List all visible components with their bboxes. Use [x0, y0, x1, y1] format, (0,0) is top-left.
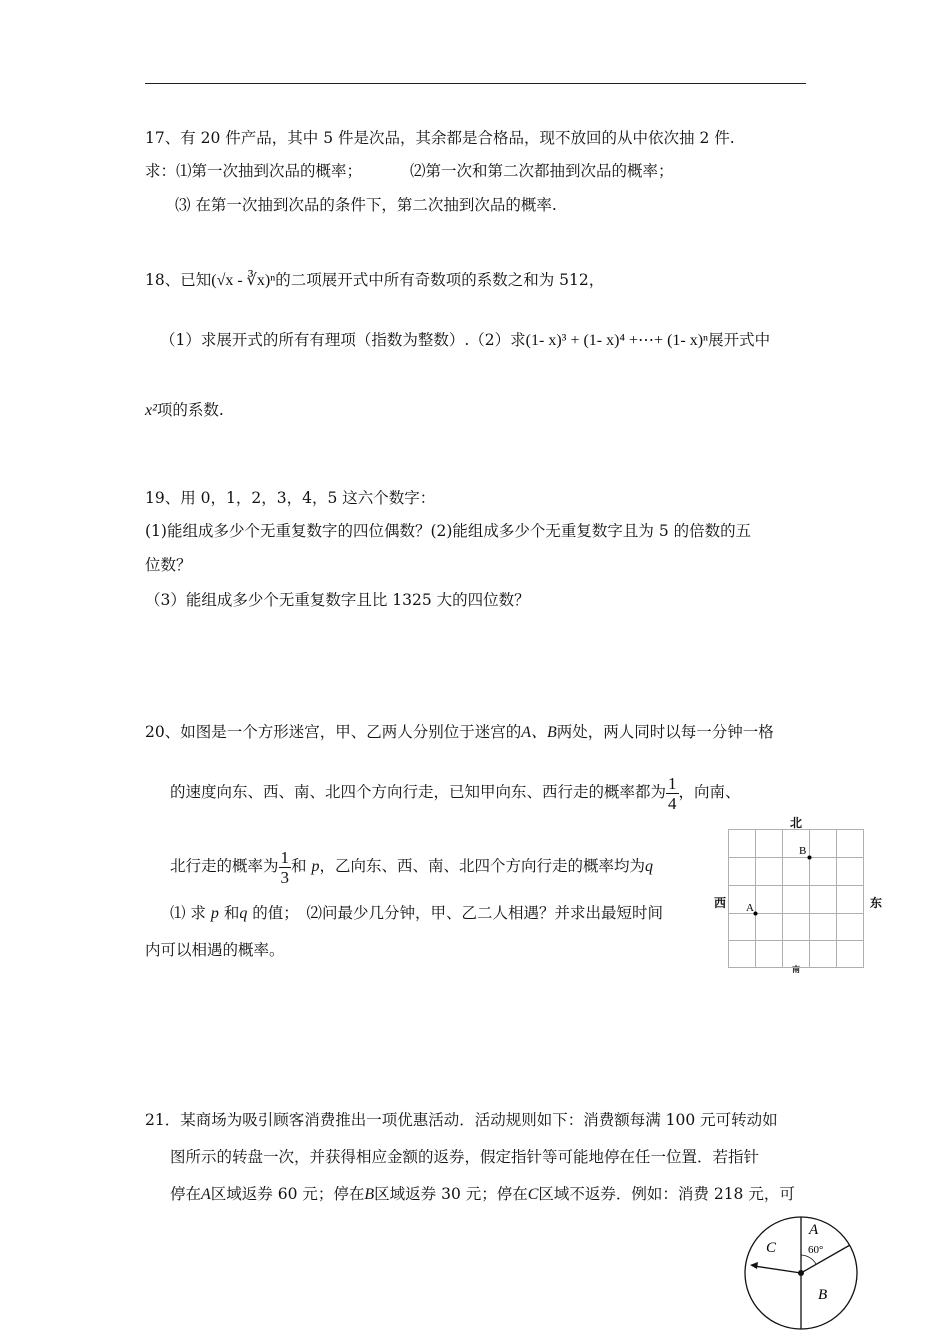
maze-figure: [710, 810, 890, 980]
wheel-label-c: C: [766, 1240, 777, 1256]
q21-line3a: 停在: [170, 1185, 202, 1203]
q21-c: C: [527, 1186, 539, 1203]
q21-line3d: 区域不返券．例如：消费 218 元，可: [538, 1185, 795, 1203]
q19-line1: 19、用 0，1，2，3，4，5 这六个数字：: [145, 489, 436, 507]
q17-line1: 17、有 20 件产品，其中 5 件是次品，其余都是合格品，现不放回的从中依次抽 2 件.: [145, 129, 735, 147]
q18-x2: x²: [145, 402, 157, 419]
q18-part1: （1）求展开式的所有有理项（指数为整数）.（2）求: [160, 331, 526, 349]
q18-prefix: 18、已知: [145, 271, 212, 289]
q18-expr2: (1- x)³ + (1- x)⁴ +⋯+ (1- x)ⁿ: [525, 332, 709, 349]
maze-grid: [710, 810, 890, 980]
fraction-one-third: [279, 848, 292, 887]
q20-q2: q: [239, 905, 248, 922]
q18-line2: [160, 330, 770, 351]
q18-part2-suffix: 展开式中: [708, 331, 771, 349]
q20-line2b: ，向南、: [678, 783, 741, 801]
frac1-num: 1: [668, 773, 677, 793]
header-rule: [145, 83, 806, 84]
q19-line2: (1)能组成多少个无重复数字的四位偶数？(2)能组成多少个无重复数字且为 5 的倍数的五: [145, 522, 752, 540]
q17-line3: ⑶ 在第一次抽到次品的条件下，第二次抽到次品的概率.: [175, 196, 557, 214]
q19-line3: 位数？: [145, 556, 192, 574]
q20-line3b: 和: [291, 857, 307, 875]
wheel-center: [798, 1270, 804, 1276]
q21-line3b: 区域返券 60 元；停在: [210, 1185, 365, 1203]
q17-line2a: 求：⑴第一次抽到次品的概率；: [145, 162, 363, 180]
pointer-arrow-icon: [750, 1262, 758, 1269]
q21-b: B: [364, 1186, 375, 1203]
q20-line1a: 20、如图是一个方形迷宫，甲、乙两人分别位于迷宫的: [145, 723, 522, 741]
q21-line2: 图所示的转盘一次，并获得相应金额的返券，假定指针等可能地停在任一位置．若指针: [170, 1148, 760, 1166]
maze-point-b: [808, 856, 812, 860]
q20-q: q: [644, 858, 653, 875]
fraction-one-quarter: [666, 774, 679, 813]
q20-line1: [145, 722, 774, 743]
angle-arc: [801, 1255, 816, 1264]
q21-line3: [170, 1184, 795, 1205]
frac2-num: 1: [280, 847, 290, 867]
maze-point-a: [754, 912, 758, 916]
maze-a-label: A: [746, 902, 754, 914]
q18-expr: (√x - ∛x)ⁿ: [211, 272, 276, 289]
q17-line2b: ⑵第一次和第二次都抽到次品的概率；: [410, 162, 674, 180]
q20-line3a: 北行走的概率为: [170, 857, 279, 875]
q18-suffix: 的二项展开式中所有奇数项的系数之和为 512，: [275, 271, 605, 289]
frac1-den: 4: [668, 793, 677, 813]
q21-line3c: 区域返券 30 元；停在: [374, 1185, 528, 1203]
maze-north-label: 北: [790, 816, 803, 830]
q21-line1: 21．某商场为吸引顾客消费推出一项优惠活动．活动规则如下：消费额每满 100 元可转动如: [145, 1111, 778, 1129]
q20-line3: [170, 846, 653, 887]
q20-line1b: 两处，两人同时以每一分钟一格: [556, 723, 774, 741]
wheel-pointer: [754, 1266, 801, 1273]
q20-line5: 内可以相遇的概率。: [145, 941, 285, 959]
maze-south-label: 南: [792, 965, 800, 974]
q19-line4: （3）能组成多少个无重复数字且比 1325 大的四位数？: [145, 591, 530, 609]
q18-line1: [145, 270, 604, 291]
maze-east-label: 东: [870, 896, 883, 910]
q20-line4c: 的值； ⑵问最少几分钟，甲、乙二人相遇？并求出最短时间: [252, 904, 664, 922]
q20-line2a: 的速度向东、西、南、北四个方向行走，已知甲向东、西行走的概率都为: [170, 783, 667, 801]
q20-p: p: [311, 858, 320, 875]
q20-line4a: ⑴ 求: [170, 904, 206, 922]
maze-west-label: 西: [714, 896, 727, 910]
spinner-wheel: [740, 1210, 865, 1344]
q20-line3c: ，乙向东、西、南、北四个方向行走的概率均为: [319, 857, 645, 875]
maze-b-label: B: [799, 845, 807, 857]
q21-a: A: [201, 1186, 211, 1203]
q18-last: 项的系数.: [156, 401, 224, 419]
wheel-label-b: B: [818, 1287, 828, 1303]
q20-line4: [170, 903, 663, 924]
q20-line2: [170, 772, 741, 813]
q20-p2: p: [210, 905, 219, 922]
wheel-angle-label: 60°: [808, 1244, 824, 1256]
wheel-label-a: A: [809, 1222, 819, 1238]
frac2-den: 3: [280, 867, 290, 887]
q18-line3: [145, 400, 224, 421]
q20-ab: A、B: [521, 724, 557, 741]
q20-line4b: 和: [223, 904, 240, 922]
